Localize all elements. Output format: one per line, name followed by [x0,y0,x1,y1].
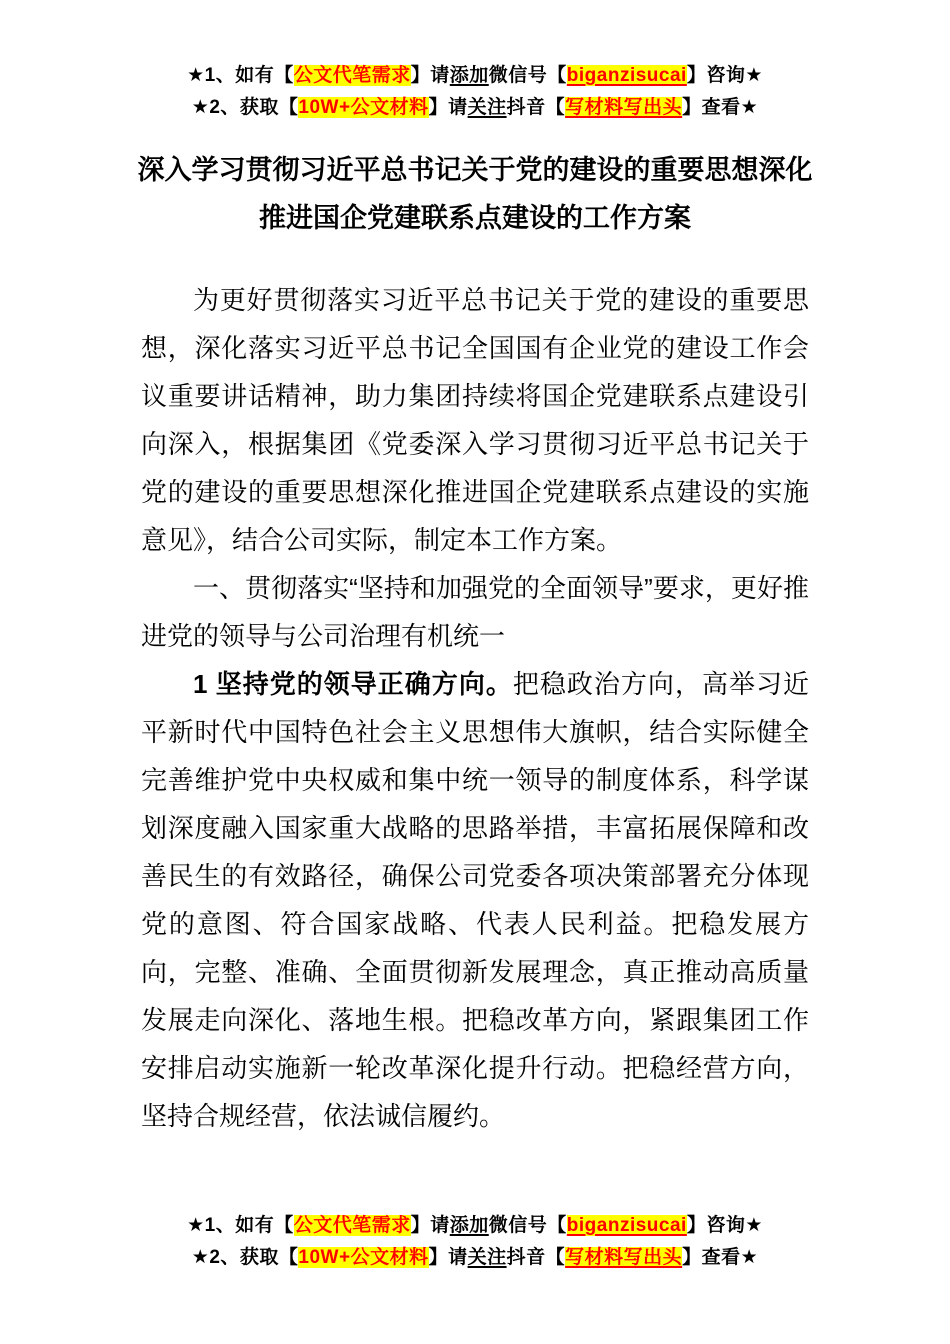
promo-footer [0,1210,950,1274]
highlight-materials: 10W+公文材料 [298,1247,429,1268]
paragraph-item-1 [141,660,809,1140]
underlined-add: 添加 [449,1215,489,1236]
document-title [0,146,950,242]
promo-suffix: 】咨询★ [686,65,763,86]
highlight-wechat-id: biganzisucai [566,1215,687,1236]
promo-text: 】请 [410,65,450,86]
promo-text-wechat: 微信号【 [488,65,567,86]
highlight-ghostwriting-need: 公文代笔需求 [293,65,411,86]
promo-text: 】请 [428,1247,468,1268]
underlined-follow: 关注 [467,1247,507,1268]
promo-header-line-2 [0,92,950,124]
paragraph-intro: 为更好贯彻落实习近平总书记关于党的建设的重要思想，深化落实习近平总书记全国国有企业党的建设工作会议重要讲话精神，助力集团持续将国企党建联系点建设引向深入，根据集团《党委深入学习贯彻习近平总书记关于党的建设的重要思想深化推进国企党建联系点建设的实施意见》，结合公司实际，制定本工作方案。 [141,285,809,555]
promo-suffix: 】查看★ [682,97,759,118]
highlight-ghostwriting-need: 公文代笔需求 [293,1215,411,1236]
promo-text: 】请 [428,97,468,118]
promo-text-douyin: 抖音【 [506,1247,566,1268]
highlight-douyin-id: 写材料写出头 [565,1247,683,1268]
promo-header [0,60,950,124]
highlight-douyin-id: 写材料写出头 [565,97,683,118]
promo-footer-line-1 [0,1210,950,1242]
promo-text-douyin: 抖音【 [506,97,566,118]
highlight-wechat-id: biganzisucai [566,65,687,86]
promo-prefix: ★1、如有【 [187,65,294,86]
paragraph-item-1-lead: 1 坚持党的领导正确方向。 [193,669,513,699]
paragraph-section-heading: 一、贯彻落实“坚持和加强党的全面领导”要求，更好推进党的领导与公司治理有机统一 [141,573,809,651]
highlight-materials: 10W+公文材料 [298,97,429,118]
promo-suffix: 】查看★ [682,1247,759,1268]
promo-prefix: ★2、获取【 [191,1247,299,1268]
promo-footer-line-2 [0,1242,950,1274]
promo-prefix: ★1、如有【 [187,1215,294,1236]
underlined-follow: 关注 [467,97,507,118]
promo-prefix: ★2、获取【 [191,97,299,118]
promo-text: 】请 [410,1215,450,1236]
promo-text-wechat: 微信号【 [488,1215,567,1236]
promo-header-line-1 [0,60,950,92]
title-line-1: 深入学习贯彻习近平总书记关于党的建设的重要思想深化 [137,155,813,185]
title-line-2: 推进国企党建联系点建设的工作方案 [259,203,691,233]
promo-suffix: 】咨询★ [686,1215,763,1236]
underlined-add: 添加 [449,65,489,86]
document-body [141,276,809,1140]
paragraph-item-1-text: 把稳政治方向，高举习近平新时代中国特色社会主义思想伟大旗帜，结合实际健全完善维护党中央权威和集中统一领导的制度体系，科学谋划深度融入国家重大战略的思路举措，丰富拓展保障和改善民生的有效路径，确保公司党委各项决策部署充分体现党的意图、符合国家战略、代表人民利益。把稳发展方向，完整、准确、全面贯彻新发展理念，真正推动高质量发展走向深化、落地生根。把稳改革方向，紧跟集团工作安排启动实施新一轮改革深化提升行动。把稳经营方向，坚持合规经营，依法诚信履约。 [141,669,809,1131]
